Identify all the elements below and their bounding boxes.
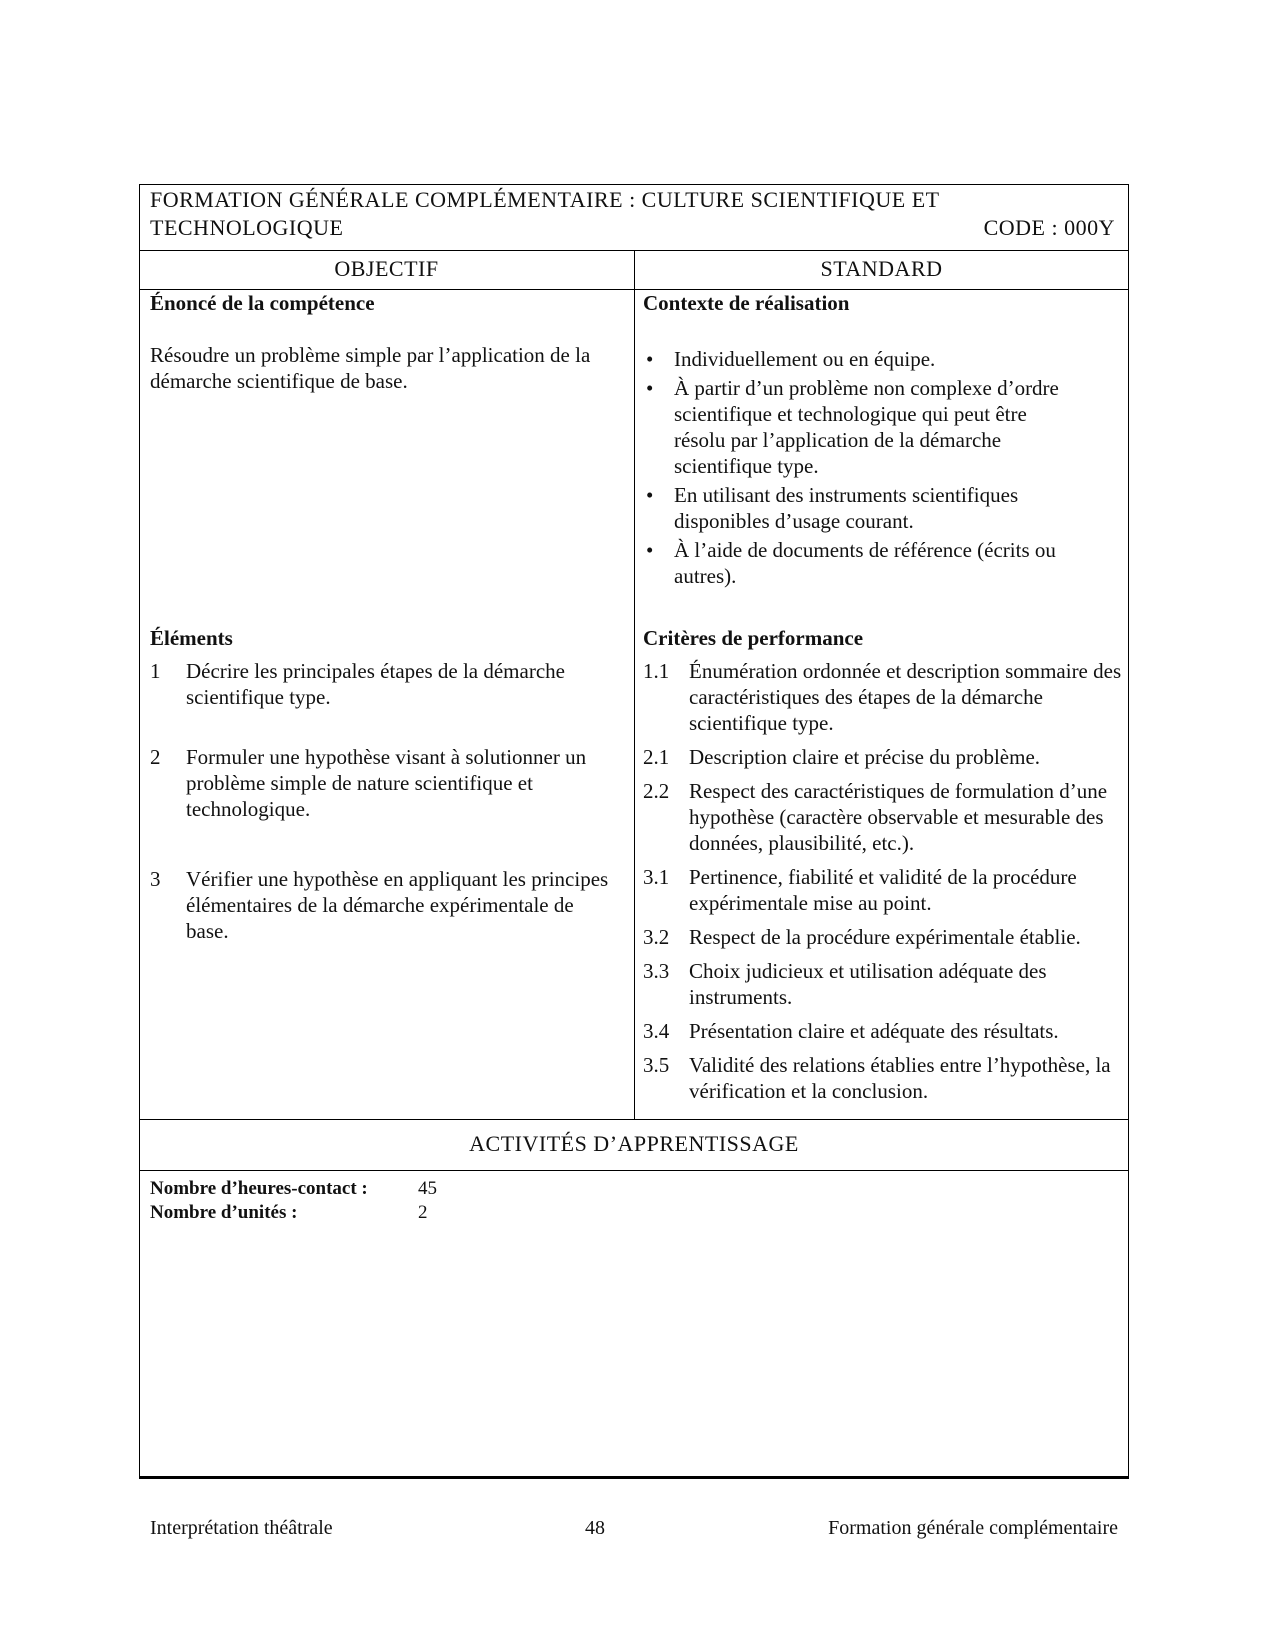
item-text: Respect des caractéristiques de formulation d’une hypothèse (caractère observable et mesurable des données, plausibilité, etc.). <box>689 779 1108 855</box>
item-number: 2.2 <box>643 779 670 803</box>
item-number: 2 <box>150 745 161 769</box>
list-item <box>643 1018 1128 1044</box>
list-item: • À l’aide de documents de référence (écrits ou autres). <box>640 537 1070 589</box>
list-item <box>643 924 1128 950</box>
contexte-heading: Contexte de réalisation <box>643 291 850 315</box>
item-number: 3 <box>150 867 161 891</box>
item-number: 3.3 <box>643 959 670 983</box>
item-number: 2.1 <box>643 745 670 769</box>
list-item <box>643 744 1128 770</box>
list-item: • En utilisant des instruments scientifiques disponibles d’usage courant. <box>640 482 1070 534</box>
item-text: Énumération ordonnée et description sommaire des caractéristiques des étapes de la démarche scientifique type. <box>689 659 1122 735</box>
enonce-text: Résoudre un problème simple par l’application de la démarche scientifique de base. <box>150 343 591 393</box>
item-number: 3.2 <box>643 925 670 949</box>
list-item <box>643 778 1128 856</box>
elements-heading: Éléments <box>150 626 233 650</box>
item-text: Validité des relations établies entre l’hypothèse, la vérification et la conclusion. <box>689 1053 1111 1103</box>
item-text: Choix judicieux et utilisation adéquate des instruments. <box>689 959 1047 1009</box>
divider <box>139 1170 1129 1171</box>
footer-right: Formation générale complémentaire <box>828 1517 1118 1539</box>
elements-list <box>150 658 610 944</box>
list-item <box>643 658 1128 736</box>
column-header-standard: STANDARD <box>820 256 943 281</box>
item-number: 1.1 <box>643 659 670 683</box>
list-item <box>150 744 610 866</box>
unites-value: 2 <box>418 1202 428 1223</box>
list-item: • Individuellement ou en équipe. <box>640 346 1070 372</box>
item-text: Description claire et précise du problème. <box>689 745 1041 769</box>
list-item <box>150 658 610 744</box>
list-item: • À partir d’un problème non complexe d’ordre scientifique et technologique qui peut être résolu par l’application de la démarche scientifique type. <box>640 375 1070 479</box>
activites-heading: ACTIVITÉS D’APPRENTISSAGE <box>469 1131 799 1156</box>
list-item <box>643 958 1128 1010</box>
column-divider <box>634 250 635 1119</box>
enonce-heading: Énoncé de la compétence <box>150 291 375 315</box>
footer-left: Interprétation théâtrale <box>150 1517 333 1539</box>
heures-value: 45 <box>418 1178 437 1199</box>
item-text: Présentation claire et adéquate des résultats. <box>689 1019 1059 1043</box>
item-text: Vérifier une hypothèse en appliquant les principes élémentaires de la démarche expérimentale de base. <box>186 867 609 943</box>
page-number: 48 <box>585 1517 605 1539</box>
unites-label: Nombre d’unités : <box>150 1202 298 1223</box>
course-code: CODE : 000Y <box>983 215 1115 240</box>
list-item <box>643 864 1128 916</box>
criteres-heading: Critères de performance <box>643 626 864 650</box>
item-text: Décrire les principales étapes de la démarche scientifique type. <box>186 659 565 709</box>
page-title-line2: TECHNOLOGIQUE <box>150 215 344 240</box>
list-item <box>643 1052 1128 1104</box>
item-number: 3.5 <box>643 1053 670 1077</box>
item-text: Formuler une hypothèse visant à solutionner un problème simple de nature scientifique et technologique. <box>186 745 587 821</box>
item-text: Respect de la procédure expérimentale établie. <box>689 925 1081 949</box>
contexte-list <box>640 346 1070 592</box>
item-number: 3.4 <box>643 1019 670 1043</box>
item-number: 1 <box>150 659 161 683</box>
divider <box>139 1119 1129 1120</box>
column-header-objectif: OBJECTIF <box>334 256 439 281</box>
item-number: 3.1 <box>643 865 670 889</box>
page-title: FORMATION GÉNÉRALE COMPLÉMENTAIRE : CULTURE SCIENTIFIQUE ET <box>150 187 940 212</box>
heures-label: Nombre d’heures-contact : <box>150 1178 368 1199</box>
criteres-list <box>643 658 1128 1112</box>
list-item <box>150 866 610 944</box>
item-text: Pertinence, fiabilité et validité de la procédure expérimentale mise au point. <box>689 865 1077 915</box>
